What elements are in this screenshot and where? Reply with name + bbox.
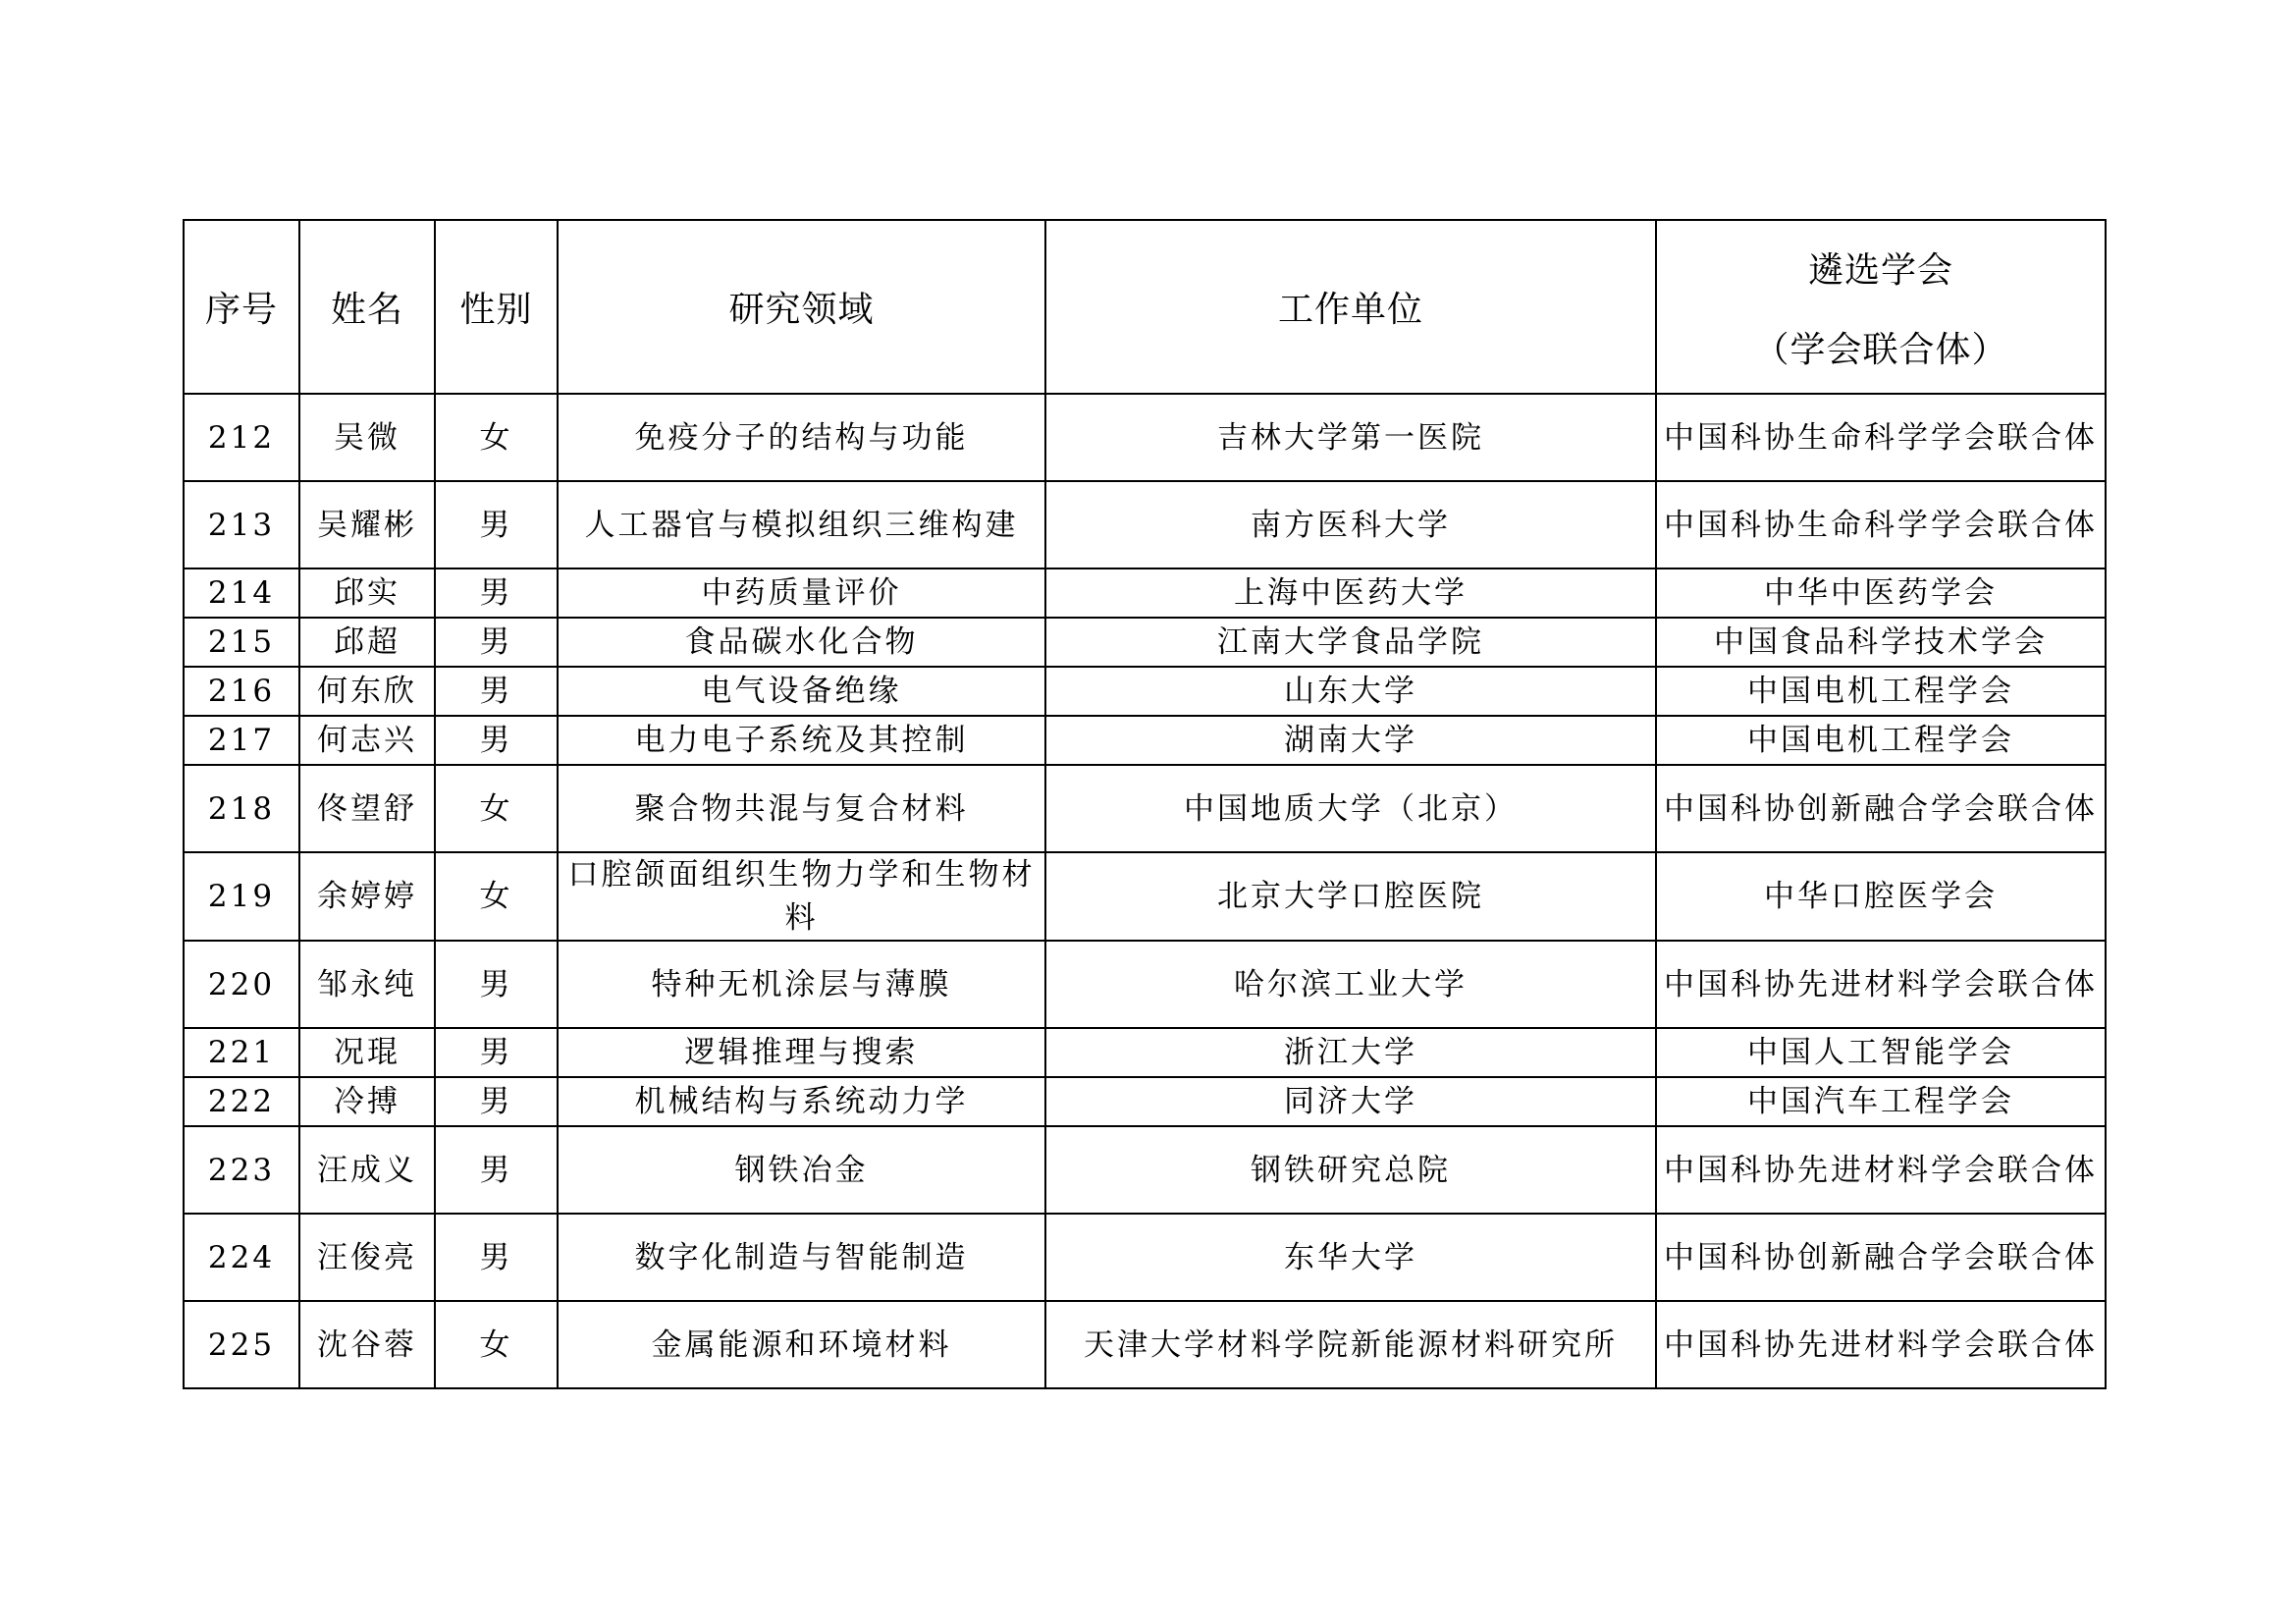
cell-gender: 女 xyxy=(435,765,558,852)
table-row xyxy=(184,667,2106,716)
cell-gender: 男 xyxy=(435,481,558,568)
cell-unit: 钢铁研究总院 xyxy=(1045,1126,1656,1214)
cell-name: 何志兴 xyxy=(299,716,435,765)
header-field: 研究领域 xyxy=(558,220,1045,394)
cell-seq: 212 xyxy=(184,394,299,481)
header-row xyxy=(184,220,2106,394)
cell-unit: 同济大学 xyxy=(1045,1077,1656,1126)
cell-unit: 浙江大学 xyxy=(1045,1028,1656,1077)
header-unit: 工作单位 xyxy=(1045,220,1656,394)
cell-society: 中国科协先进材料学会联合体 xyxy=(1656,1126,2106,1214)
roster-table xyxy=(183,219,2107,1389)
cell-field: 逻辑推理与搜索 xyxy=(558,1028,1045,1077)
cell-seq: 216 xyxy=(184,667,299,716)
cell-seq: 218 xyxy=(184,765,299,852)
table-row xyxy=(184,1301,2106,1388)
cell-name: 余婷婷 xyxy=(299,852,435,941)
cell-society: 中国电机工程学会 xyxy=(1656,667,2106,716)
cell-seq: 225 xyxy=(184,1301,299,1388)
cell-seq: 222 xyxy=(184,1077,299,1126)
cell-seq: 221 xyxy=(184,1028,299,1077)
cell-name: 冷搏 xyxy=(299,1077,435,1126)
header-society-line1: 遴选学会 xyxy=(1807,249,1953,291)
cell-seq: 219 xyxy=(184,852,299,941)
cell-name: 邱实 xyxy=(299,568,435,618)
cell-name: 吴微 xyxy=(299,394,435,481)
cell-gender: 男 xyxy=(435,941,558,1028)
cell-gender: 男 xyxy=(435,1126,558,1214)
table-row xyxy=(184,941,2106,1028)
cell-field: 食品碳水化合物 xyxy=(558,618,1045,667)
cell-name: 邹永纯 xyxy=(299,941,435,1028)
table-row xyxy=(184,568,2106,618)
table-row xyxy=(184,1126,2106,1214)
cell-name: 况琨 xyxy=(299,1028,435,1077)
cell-gender: 男 xyxy=(435,618,558,667)
cell-society: 中国科协创新融合学会联合体 xyxy=(1656,1214,2106,1301)
header-name: 姓名 xyxy=(299,220,435,394)
cell-unit: 东华大学 xyxy=(1045,1214,1656,1301)
cell-seq: 224 xyxy=(184,1214,299,1301)
cell-society: 中华中医药学会 xyxy=(1656,568,2106,618)
cell-name: 汪成义 xyxy=(299,1126,435,1214)
table-row xyxy=(184,481,2106,568)
cell-unit: 北京大学口腔医院 xyxy=(1045,852,1656,941)
table-row xyxy=(184,765,2106,852)
cell-name: 沈谷蓉 xyxy=(299,1301,435,1388)
cell-name: 何东欣 xyxy=(299,667,435,716)
cell-society: 中国科协创新融合学会联合体 xyxy=(1656,765,2106,852)
cell-gender: 男 xyxy=(435,568,558,618)
cell-seq: 215 xyxy=(184,618,299,667)
cell-society: 中国人工智能学会 xyxy=(1656,1028,2106,1077)
cell-society: 中国科协生命科学学会联合体 xyxy=(1656,481,2106,568)
cell-society: 中国科协先进材料学会联合体 xyxy=(1656,941,2106,1028)
header-seq: 序号 xyxy=(184,220,299,394)
table-row xyxy=(184,716,2106,765)
cell-field: 电力电子系统及其控制 xyxy=(558,716,1045,765)
cell-gender: 男 xyxy=(435,1028,558,1077)
cell-field: 机械结构与系统动力学 xyxy=(558,1077,1045,1126)
cell-unit: 南方医科大学 xyxy=(1045,481,1656,568)
cell-field: 数字化制造与智能制造 xyxy=(558,1214,1045,1301)
cell-gender: 女 xyxy=(435,852,558,941)
cell-society: 中国汽车工程学会 xyxy=(1656,1077,2106,1126)
cell-gender: 男 xyxy=(435,667,558,716)
cell-unit: 上海中医药大学 xyxy=(1045,568,1656,618)
cell-gender: 女 xyxy=(435,394,558,481)
cell-seq: 220 xyxy=(184,941,299,1028)
table-row xyxy=(184,618,2106,667)
cell-field: 电气设备绝缘 xyxy=(558,667,1045,716)
header-gender: 性别 xyxy=(435,220,558,394)
cell-gender: 男 xyxy=(435,716,558,765)
cell-unit: 湖南大学 xyxy=(1045,716,1656,765)
cell-field: 免疫分子的结构与功能 xyxy=(558,394,1045,481)
cell-field: 口腔颌面组织生物力学和生物材料 xyxy=(558,852,1045,941)
cell-unit: 山东大学 xyxy=(1045,667,1656,716)
table-row xyxy=(184,1028,2106,1077)
cell-seq: 223 xyxy=(184,1126,299,1214)
cell-unit: 天津大学材料学院新能源材料研究所 xyxy=(1045,1301,1656,1388)
cell-name: 邱超 xyxy=(299,618,435,667)
cell-society: 中国科协生命科学学会联合体 xyxy=(1656,394,2106,481)
header-society-line2: （学会联合体） xyxy=(1753,329,2008,370)
cell-field: 人工器官与模拟组织三维构建 xyxy=(558,481,1045,568)
cell-field: 特种无机涂层与薄膜 xyxy=(558,941,1045,1028)
cell-unit: 江南大学食品学院 xyxy=(1045,618,1656,667)
table-row xyxy=(184,852,2106,941)
cell-unit: 哈尔滨工业大学 xyxy=(1045,941,1656,1028)
cell-seq: 214 xyxy=(184,568,299,618)
header-society xyxy=(1656,220,2106,394)
cell-name: 吴耀彬 xyxy=(299,481,435,568)
table-row xyxy=(184,1214,2106,1301)
table-row xyxy=(184,394,2106,481)
cell-society: 中国电机工程学会 xyxy=(1656,716,2106,765)
table-row xyxy=(184,1077,2106,1126)
cell-field: 聚合物共混与复合材料 xyxy=(558,765,1045,852)
cell-name: 汪俊亮 xyxy=(299,1214,435,1301)
cell-field: 钢铁冶金 xyxy=(558,1126,1045,1214)
cell-name: 佟望舒 xyxy=(299,765,435,852)
cell-field: 金属能源和环境材料 xyxy=(558,1301,1045,1388)
cell-society: 中华口腔医学会 xyxy=(1656,852,2106,941)
cell-unit: 中国地质大学（北京） xyxy=(1045,765,1656,852)
cell-society: 中国科协先进材料学会联合体 xyxy=(1656,1301,2106,1388)
cell-field: 中药质量评价 xyxy=(558,568,1045,618)
cell-gender: 男 xyxy=(435,1214,558,1301)
cell-gender: 男 xyxy=(435,1077,558,1126)
cell-seq: 213 xyxy=(184,481,299,568)
cell-unit: 吉林大学第一医院 xyxy=(1045,394,1656,481)
cell-society: 中国食品科学技术学会 xyxy=(1656,618,2106,667)
cell-seq: 217 xyxy=(184,716,299,765)
cell-gender: 女 xyxy=(435,1301,558,1388)
